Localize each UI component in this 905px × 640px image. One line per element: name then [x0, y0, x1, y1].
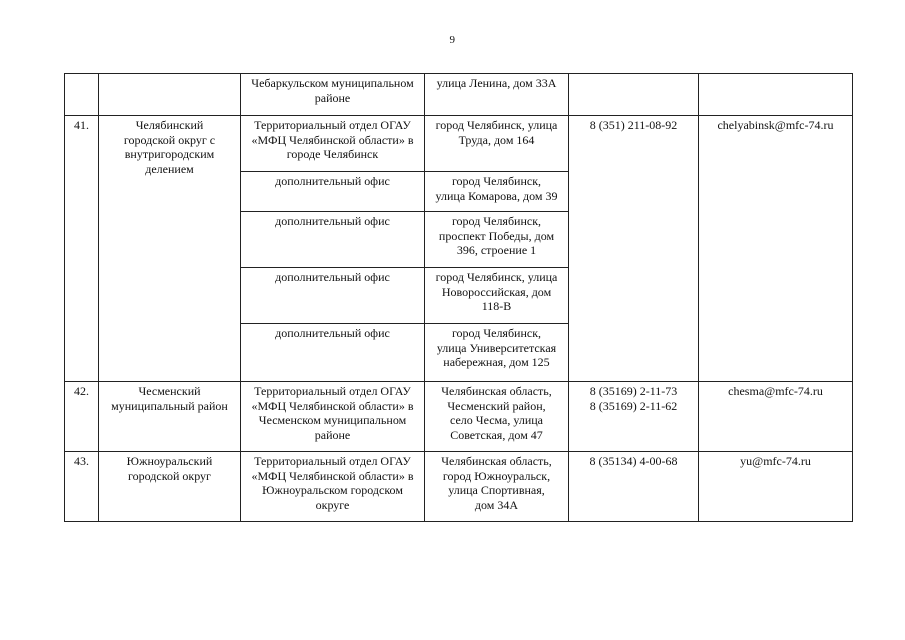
address-line: город Челябинск, [451, 174, 542, 188]
table-row-42 [65, 382, 853, 452]
municipality-cell [99, 74, 241, 116]
email-cell [699, 74, 853, 116]
address-cell [425, 452, 569, 522]
org-line: Чебаркульском муниципальном [251, 76, 414, 90]
address-cell [425, 116, 569, 172]
org-line: «МФЦ Челябинской области» в [251, 468, 414, 483]
municipality-line: делением [145, 161, 194, 176]
municipality-line: Чесменский [138, 384, 201, 398]
phone-line: 8 (35169) 2-11-73 [589, 384, 678, 398]
org-line: районе [314, 427, 351, 442]
address-line: Новороссийская, дом [441, 284, 552, 299]
address-line: 118-В [481, 299, 512, 313]
organization-cell: дополнительный офис [241, 172, 425, 212]
org-line: «МФЦ Челябинской области» в [251, 132, 414, 147]
table-row-continuation [65, 74, 853, 116]
table-row-43 [65, 452, 853, 522]
municipality-line: муниципальный район [111, 398, 228, 413]
row-number-cell [65, 74, 99, 116]
address-line: город Южноуральск, [442, 468, 551, 483]
municipality-line: Челябинский [135, 118, 204, 132]
organization-cell [241, 382, 425, 452]
municipality-line: городской округ [128, 468, 211, 483]
address-line: Чесменский район, [447, 398, 546, 413]
row-number-cell: 42. [65, 382, 99, 452]
municipality-cell [99, 382, 241, 452]
address-line: улица Спортивная, [448, 483, 545, 497]
address-line: город Челябинск, [451, 326, 542, 340]
organization-cell [241, 116, 425, 172]
org-line: Территориальный отдел ОГАУ [254, 118, 411, 132]
org-line: Чесменском муниципальном [258, 413, 407, 427]
address-line: город Челябинск, [451, 214, 542, 228]
municipality-cell [99, 452, 241, 522]
email-cell: yu@mfc-74.ru [699, 452, 853, 522]
address-line: город Челябинск, улица [435, 118, 558, 132]
org-line: районе [314, 90, 351, 105]
org-line: округе [315, 497, 350, 512]
address-line: Труда, дом 164 [458, 132, 535, 147]
organization-cell: дополнительный офис [241, 212, 425, 268]
address-line: город Челябинск, улица [435, 270, 558, 284]
phone-cell: 8 (351) 211-08-92 [569, 116, 699, 382]
phone-cell [569, 74, 699, 116]
address-cell [425, 324, 569, 382]
address-cell [425, 212, 569, 268]
address-cell: улица Ленина, дом 33А [425, 74, 569, 116]
address-line: Челябинская область, [441, 384, 552, 398]
org-line: городе Челябинск [286, 147, 379, 161]
phone-cell: 8 (35134) 4-00-68 [569, 452, 699, 522]
municipality-line: Южноуральский [126, 454, 213, 468]
row-number-cell: 41. [65, 116, 99, 382]
address-line: Советская, дом 47 [450, 427, 543, 442]
organization-cell: дополнительный офис [241, 324, 425, 382]
address-line: дом 34А [474, 497, 519, 512]
address-line: Челябинская область, [441, 454, 552, 468]
address-cell [425, 268, 569, 324]
municipality-line: городской округ с [123, 132, 216, 147]
organization-cell [241, 452, 425, 522]
page-number: 9 [449, 34, 456, 46]
phone-line: 8 (35169) 2-11-62 [589, 398, 678, 413]
address-line: 396, строение 1 [456, 243, 537, 257]
municipality-line: внутригородским [124, 147, 215, 161]
table-row-41 [65, 116, 853, 172]
mfc-offices-table [64, 73, 853, 522]
address-line: улица Университетская [436, 340, 557, 355]
address-cell [425, 172, 569, 212]
email-cell: chelyabinsk@mfc-74.ru [699, 116, 853, 382]
address-line: проспект Победы, дом [438, 228, 555, 243]
org-line: Территориальный отдел ОГАУ [254, 384, 411, 398]
address-line: набережная, дом 125 [443, 355, 550, 369]
phone-cell [569, 382, 699, 452]
organization-cell [241, 74, 425, 116]
address-line: улица Комарова, дом 39 [435, 188, 558, 203]
org-line: Территориальный отдел ОГАУ [254, 454, 411, 468]
row-number-cell: 43. [65, 452, 99, 522]
organization-cell: дополнительный офис [241, 268, 425, 324]
municipality-cell [99, 116, 241, 382]
org-line: Южноуральском городском [262, 483, 403, 497]
address-cell [425, 382, 569, 452]
org-line: «МФЦ Челябинской области» в [251, 398, 414, 413]
address-line: село Чесма, улица [449, 413, 543, 427]
email-cell: chesma@mfc-74.ru [699, 382, 853, 452]
